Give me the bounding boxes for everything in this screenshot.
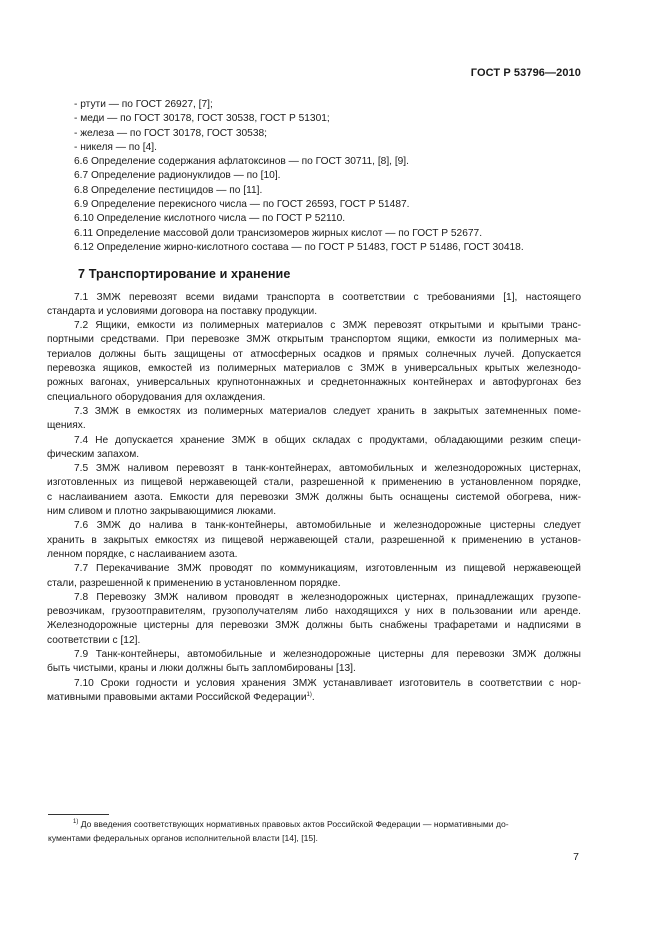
paragraph-7-10 bbox=[47, 677, 581, 706]
paragraph-text: мативными правовыми актами Российской Федерации bbox=[47, 691, 307, 703]
body-text bbox=[47, 98, 581, 705]
paragraph-line: териалов должны быть защищены от атмосферных осадков и прямых солнечных лучей. Допускается bbox=[47, 348, 581, 360]
list-item: 6.7 Определение радионуклидов — по [10]. bbox=[74, 170, 281, 182]
section-paragraphs bbox=[47, 291, 581, 706]
paragraph-7-4 bbox=[47, 434, 581, 463]
footnote-text: До введения соответствующих нормативных правовых актов Российской Федерации — нормативными до- bbox=[78, 819, 509, 829]
paragraph-line: соответствии с [12]. bbox=[47, 634, 141, 646]
section-heading: 7 Транспортирование и хранение bbox=[78, 267, 291, 282]
list-item: 6.12 Определение жирно-кислотного состава — по ГОСТ Р 51483, ГОСТ Р 51486, ГОСТ 30418. bbox=[74, 241, 524, 253]
paragraph-7-8 bbox=[47, 591, 581, 648]
paragraph-line: 7.7 Перекачивание ЗМЖ проводят по коммуникациям, изготовленным из пищевой нержавеющей bbox=[74, 563, 581, 575]
paragraph-7-7 bbox=[47, 562, 581, 591]
list-item: - никеля — по [4]. bbox=[74, 141, 157, 153]
paragraph-line: 7.9 Танк-контейнеры, автомобильные и железнодорожные цистерны для перевозки ЗМЖ должны bbox=[74, 648, 581, 660]
paragraph-line bbox=[47, 691, 581, 705]
document-id-header: ГОСТ Р 53796—2010 bbox=[470, 67, 581, 79]
paragraph-line: портными средствами. При перевозке ЗМЖ открытым транспортом ящики, емкости из полимерных ма- bbox=[47, 334, 581, 346]
paragraph-line: 7.8 Перевозку ЗМЖ наливом проводят в железнодорожных цистернах, принадлежащих грузопе- bbox=[74, 591, 581, 603]
paragraph-line: ним сливом и плотно закрывающимися люками. bbox=[47, 506, 277, 518]
paragraph-line: ревозчикам, грузоотправителям, грузополучателям либо находящихся у них в пользовании или аренде. bbox=[47, 606, 581, 618]
paragraph-line: перевозка ящиков, емкостей из полимерных материалов с ЗМЖ в универсальных крытых железнодо- bbox=[47, 363, 581, 375]
paragraph-7-5 bbox=[47, 462, 581, 519]
list-item: - железа — по ГОСТ 30178, ГОСТ 30538; bbox=[74, 127, 267, 139]
paragraph-line: ленном порядке, с наслаиванием азота. bbox=[47, 548, 238, 560]
paragraph-line: изготовленных из пищевой нержавеющей стали, разрешенной к применению в установленном порядке, bbox=[47, 477, 581, 489]
paragraph-7-3 bbox=[47, 405, 581, 434]
list-item: - ртути — по ГОСТ 26927, [7]; bbox=[74, 99, 213, 110]
footnote-line bbox=[48, 818, 581, 832]
footnote-marker: 1) bbox=[73, 819, 79, 825]
paragraph-line: щениях. bbox=[47, 420, 86, 432]
paragraph-line: с наслаиванием азота. Емкости для перевозки ЗМЖ должны быть оснащены системой обогрева, ниж- bbox=[47, 491, 581, 503]
paragraph-line: 7.4 Не допускается хранение ЗМЖ в общих складах с продуктами, обладающими резким специ- bbox=[74, 434, 581, 446]
paragraph-line: 7.5 ЗМЖ наливом перевозят в танк-контейнерах, автомобильных и железнодорожных цистернах, bbox=[74, 463, 581, 475]
paragraph-line: быть чистыми, краны и люки должны быть запломбированы [13]. bbox=[47, 663, 356, 675]
paragraph-7-1 bbox=[47, 291, 581, 320]
page-number: 7 bbox=[573, 851, 579, 863]
paragraph-line: 7.1 ЗМЖ перевозят всеми видами транспорта в соответствии с требованиями [1], настоящего bbox=[74, 291, 581, 303]
list-item: 6.6 Определение содержания афлатоксинов — по ГОСТ 30711, [8], [9]. bbox=[74, 156, 409, 168]
paragraph-end-punctuation: . bbox=[311, 691, 315, 703]
footnote-reference[interactable]: 1) bbox=[306, 691, 312, 698]
list-item: 6.8 Определение пестицидов — по [11]. bbox=[74, 184, 263, 196]
footnote-separator bbox=[48, 814, 109, 815]
footnote-line: кументами федеральных органов исполнительной власти [14], [15]. bbox=[48, 832, 318, 843]
paragraph-7-2 bbox=[47, 319, 581, 405]
test-methods-list bbox=[74, 98, 581, 255]
paragraph-line: 7.6 ЗМЖ до налива в танк-контейнеры, автомобильные и железнодорожные цистерны следует bbox=[74, 520, 581, 532]
paragraph-line: фическим запахом. bbox=[47, 448, 140, 460]
paragraph-line: специального оборудования для охлаждения. bbox=[47, 391, 266, 403]
paragraph-line: рожных вагонах, универсальных крупнотоннажных и среднетоннажных контейнерах и автофургонах без bbox=[47, 377, 581, 389]
paragraph-line: 7.3 ЗМЖ в емкостях из полимерных материалов следует хранить в закрытых затемненных поме- bbox=[74, 405, 581, 417]
paragraph-7-6 bbox=[47, 519, 581, 562]
paragraph-line: Железнодорожные цистерны для перевозки ЗМЖ должны быть снабжены трафаретами и надписями в bbox=[47, 620, 581, 632]
paragraph-line: хранить в закрытых емкостях из пищевой нержавеющей стали, разрешенной к применению в установ- bbox=[47, 534, 581, 546]
list-item: 6.9 Определение перекисного числа — по ГОСТ 26593, ГОСТ Р 51487. bbox=[74, 199, 410, 211]
footnote bbox=[48, 818, 581, 845]
paragraph-7-9 bbox=[47, 648, 581, 677]
paragraph-line: 7.2 Ящики, емкости из полимерных материалов с ЗМЖ перевозят открытыми и крытыми транс- bbox=[74, 320, 581, 332]
paragraph-line: 7.10 Сроки годности и условия хранения ЗМЖ устанавливает изготовитель в соответствии с нор- bbox=[74, 677, 581, 689]
paragraph-line: стандарта и условиями договора на поставку продукции. bbox=[47, 305, 318, 317]
list-item: - меди — по ГОСТ 30178, ГОСТ 30538, ГОСТ Р 51301; bbox=[74, 113, 330, 125]
paragraph-line: стали, разрешенной к применению в установленном порядке. bbox=[47, 577, 341, 589]
list-item: 6.10 Определение кислотного числа — по ГОСТ Р 52110. bbox=[74, 213, 346, 225]
list-item: 6.11 Определение массовой доли трансизомеров жирных кислот — по ГОСТ Р 52677. bbox=[74, 227, 483, 239]
